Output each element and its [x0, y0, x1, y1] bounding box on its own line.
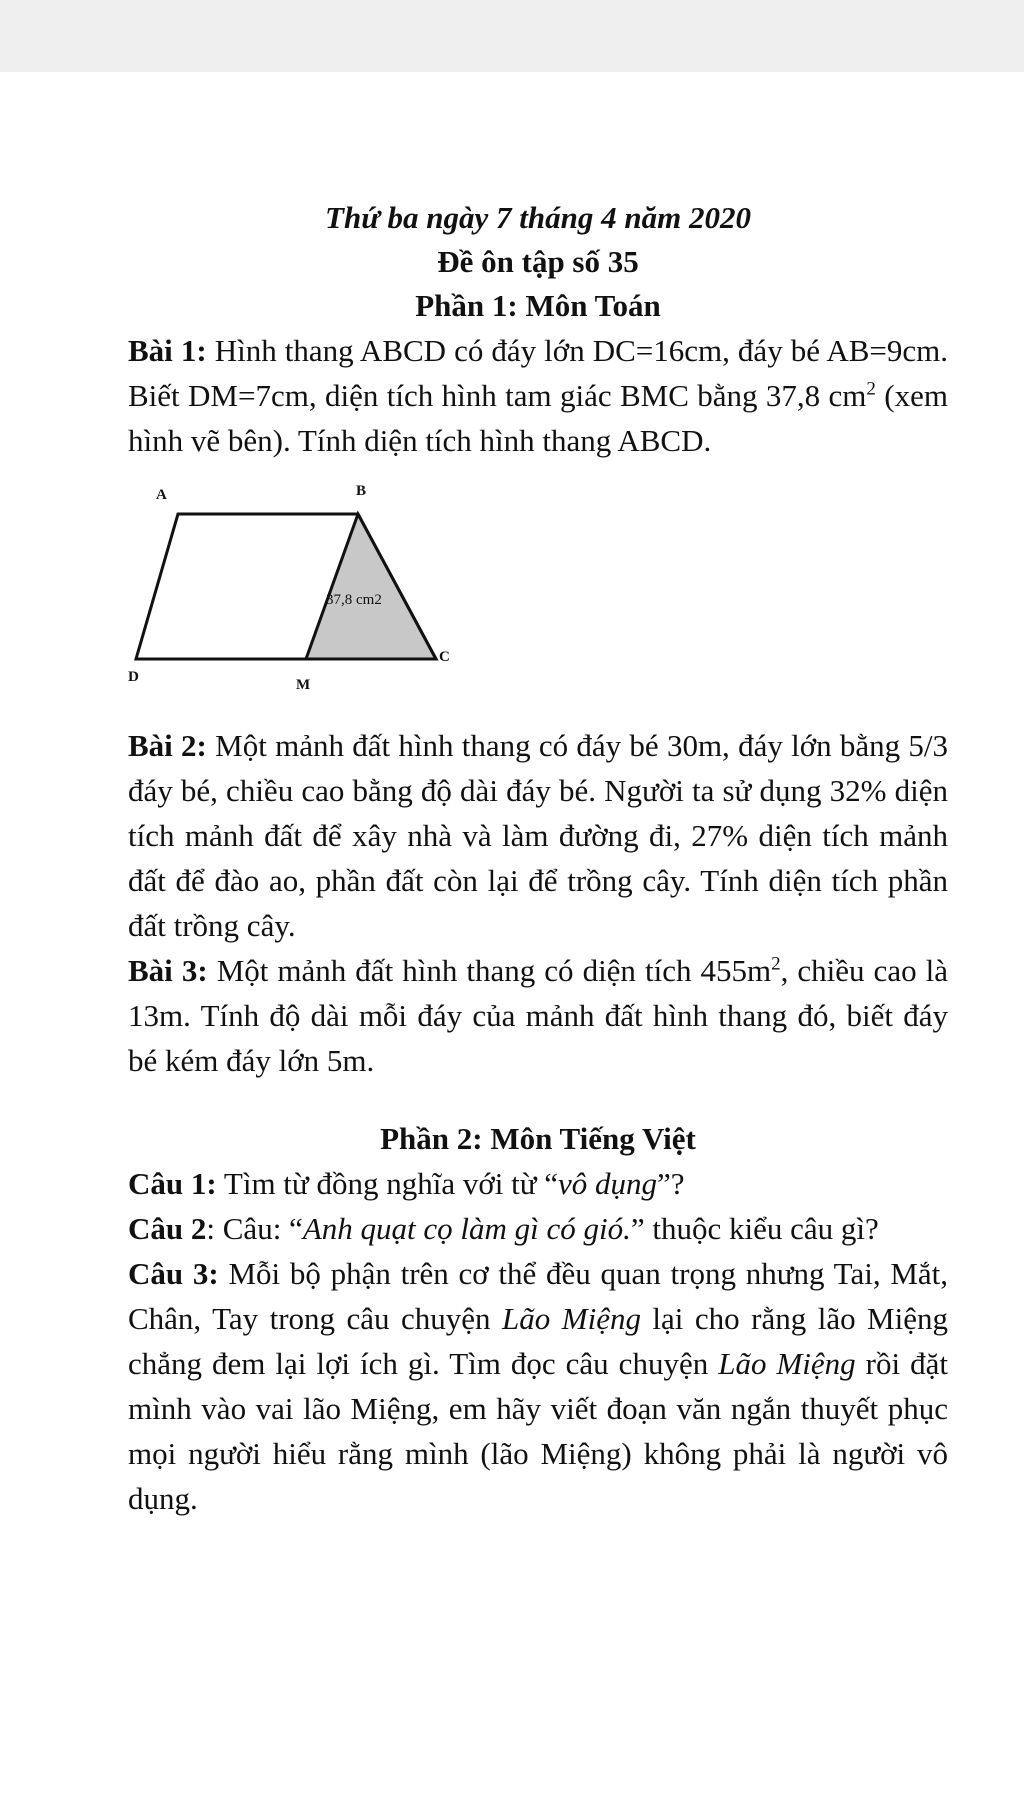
label-m: M [296, 677, 311, 693]
area-label: 37,8 cm2 [326, 592, 382, 608]
cau3-paragraph [128, 1251, 948, 1521]
cau2-italic: Anh quạt cọ làm gì có gió. [302, 1211, 631, 1246]
cau1-text-b: ”? [657, 1166, 685, 1201]
bai1-text-b: (xem hình vẽ bên). Tính diện tích hình thang ABCD. [128, 378, 948, 458]
cau3-text-a: Mỗi bộ phận trên cơ thể đều quan trọng nhưng Tai, Mắt, Chân, Tay trong câu chuyện [128, 1256, 949, 1336]
bai2-text: Một mảnh đất hình thang có đáy bé 30m, đáy lớn bằng 5/3 đáy bé, chiều cao bằng độ dài đáy bé. Người ta sử dụng 32% diện tích mảnh đất để xây nhà và làm đường đi, 27% diện tích mảnh đất để đào ao, phần đất còn lại để trồng cây. Tính diện tích phần đất trồng cây. [128, 728, 948, 943]
trapezoid-figure [128, 469, 948, 719]
label-d: D [128, 669, 139, 685]
bai1-sup: 2 [866, 378, 876, 400]
bai3-paragraph [128, 948, 948, 1083]
cau1-paragraph [128, 1161, 948, 1206]
document-page [128, 196, 948, 1521]
cau3-text-b: lại cho rằng lão Miệng chẳng đem lại lợi ích gì. Tìm đọc câu chuyện [128, 1301, 948, 1381]
bai1-text-a: Hình thang ABCD có đáy lớn DC=16cm, đáy bé AB=9cm. Biết DM=7cm, diện tích hình tam giác BMC bằng 37,8 cm [128, 333, 948, 413]
cau3-italic-b: Lão Miệng [718, 1346, 856, 1381]
label-b: B [356, 483, 367, 499]
cau1-italic: vô dụng [558, 1166, 658, 1201]
cau1-label: Câu 1: [128, 1166, 217, 1201]
exam-title: Đề ôn tập số 35 [437, 244, 639, 279]
top-bar [0, 0, 1024, 72]
bai1-label: Bài 1: [128, 333, 207, 368]
part2-title: Phần 2: Môn Tiếng Việt [380, 1121, 696, 1156]
cau3-italic-a: Lão Miệng [502, 1301, 641, 1336]
cau2-paragraph [128, 1206, 948, 1251]
cau2-text-a: : Câu: “ [206, 1211, 303, 1246]
bai3-text-b: , chiều cao là 13m. Tính độ dài mỗi đáy của mảnh đất hình thang đó, biết đáy bé kém đáy lớn 5m. [128, 953, 948, 1078]
cau3-label: Câu 3: [128, 1256, 219, 1291]
label-a: A [156, 487, 167, 503]
bai1-paragraph [128, 328, 948, 463]
date-heading: Thứ ba ngày 7 tháng 4 năm 2020 [325, 200, 751, 235]
bai2-label: Bài 2: [128, 728, 207, 763]
bai3-text-a: Một mảnh đất hình thang có diện tích 455m [207, 953, 772, 988]
cau2-text-b: ” thuộc kiểu câu gì? [630, 1211, 879, 1246]
cau3-text-c: rồi đặt mình vào vai lão Miệng, em hãy viết đoạn văn ngắn thuyết phục mọi người hiểu rằng mình (lão Miệng) không phải là người vô dụng. [128, 1346, 948, 1516]
cau2-label: Câu 2 [128, 1211, 207, 1246]
cau1-text-a: Tìm từ đồng nghĩa với từ “ [216, 1166, 559, 1201]
part1-title: Phần 1: Môn Toán [415, 288, 661, 323]
label-c: C [439, 649, 450, 665]
trapezoid-diagram [128, 469, 548, 719]
bai3-label: Bài 3: [128, 953, 208, 988]
bai3-sup: 2 [771, 953, 781, 975]
bai2-paragraph [128, 723, 948, 948]
